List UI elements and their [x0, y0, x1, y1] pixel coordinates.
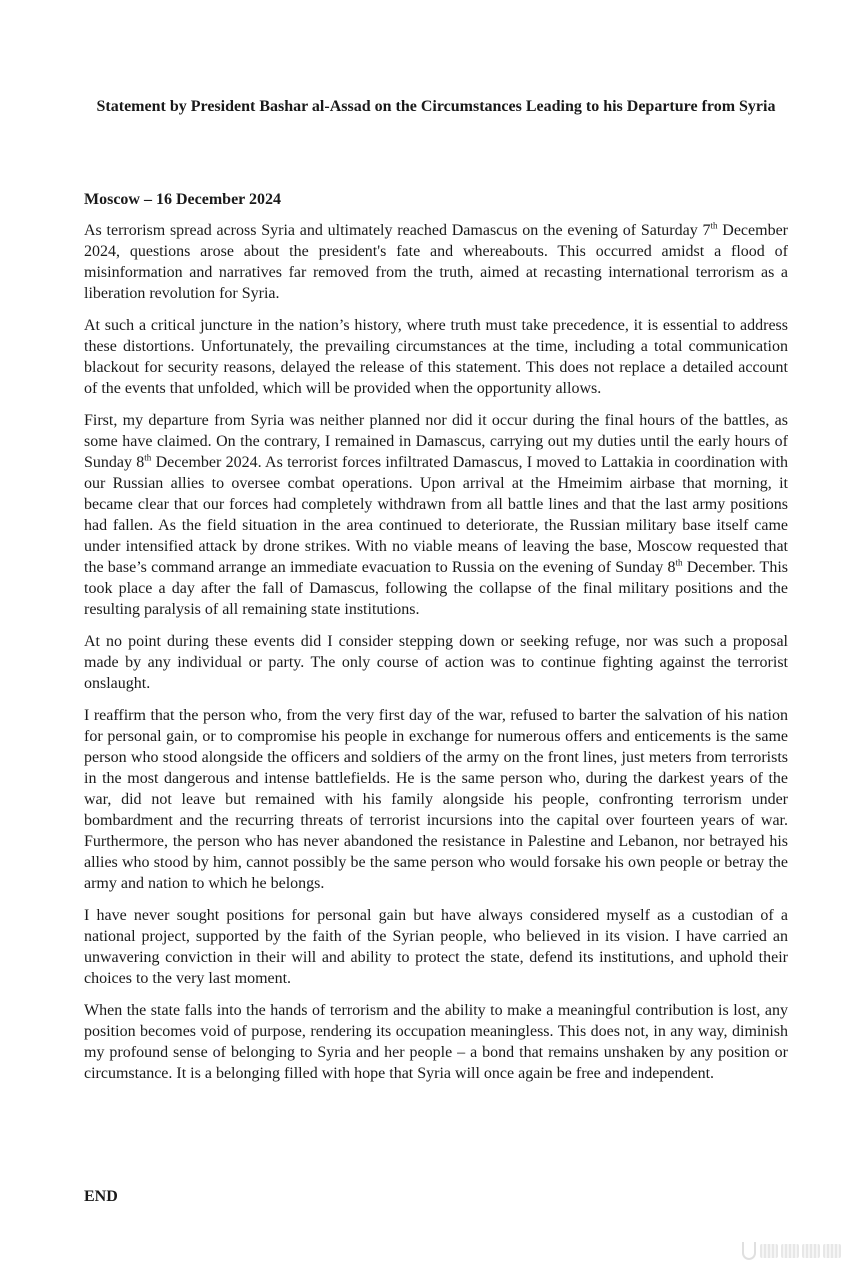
watermark-logo-icon	[742, 1242, 756, 1260]
ordinal-suffix: th	[710, 220, 718, 231]
paragraph-text: First, my departure from Syria was neither planned nor did it occur during the final hours of the battles, as some have claimed. On the contrary, I remained in Damascus, carrying out my duties until the early hours of Sunday 8	[84, 412, 788, 471]
watermark-bar	[781, 1244, 799, 1258]
body-paragraph	[84, 1000, 788, 1084]
paragraph-text: As terrorism spread across Syria and ultimately reached Damascus on the evening of Saturday 7	[84, 222, 711, 239]
watermark-bar	[802, 1244, 820, 1258]
paragraph-text: When the state falls into the hands of terrorism and the ability to make a meaningful contribution is lost, any position becomes void of purpose, rendering its occupation meaningless. This does not, in any way, diminish my profound sense of belonging to Syria and her people – a bond that remains unshaken by any position or circumstance. It is a belonging filled with hope that Syria will once again be free and independent.	[84, 1002, 788, 1082]
paragraph-text: December 2024, questions arose about the president's fate and whereabouts. This occurred amidst a flood of misinformation and narratives far removed from the truth, aimed at recasting international terrorism as a liberation revolution for Syria.	[84, 222, 789, 302]
body-paragraph	[84, 905, 788, 989]
watermark-bar	[760, 1244, 778, 1258]
dateline: Moscow – 16 December 2024	[84, 191, 281, 208]
watermark-bars	[760, 1244, 841, 1258]
ordinal-suffix: th	[144, 452, 152, 463]
body-paragraph	[84, 315, 788, 399]
body-paragraph	[84, 410, 788, 620]
body-paragraph	[84, 705, 788, 894]
paragraph-text: I reaffirm that the person who, from the very first day of the war, refused to barter the salvation of his nation for personal gain, or to compromise his people in exchange for numerous offers and enticements is the same person who stood alongside the officers and soldiers of the army on the front lines, just meters from terrorists in the most dangerous and intense battlefields. He is the same person who, during the darkest years of the war, did not leave but remained with his family alongside his people, confronting terrorism under bombardment and the recurring threats of terrorist incursions into the capital over fourteen years of war. Furthermore, the person who has never abandoned the resistance in Palestine and Lebanon, nor betrayed his allies who stood by him, cannot possibly be the same person who would forsake his own people or betray the army and nation to which he belongs.	[84, 707, 788, 892]
ordinal-suffix: th	[675, 557, 683, 568]
paragraph-text: December. This took place a day after the fall of Damascus, following the collapse of the final military positions and the resulting paralysis of all remaining state institutions.	[84, 559, 788, 618]
body-paragraph	[84, 631, 788, 694]
paragraph-text: I have never sought positions for personal gain but have always considered myself as a custodian of a national project, supported by the faith of the Syrian people, who believed in its vision. I have carried an unwavering conviction in their will and ability to protect the state, defend its institutions, and uphold their choices to the very last moment.	[84, 907, 788, 987]
paragraph-text: At such a critical juncture in the nation’s history, where truth must take precedence, it is essential to address these distortions. Unfortunately, the prevailing circumstances at the time, including a total communication blackout for security reasons, delayed the release of this statement. This does not replace a detailed account of the events that unfolded, which will be provided when the opportunity allows.	[84, 317, 788, 397]
watermark	[742, 1242, 841, 1260]
body-paragraph	[84, 220, 788, 304]
paragraph-text: At no point during these events did I consider stepping down or seeking refuge, nor was such a proposal made by any individual or party. The only course of action was to continue fighting against the terrorist onslaught.	[84, 633, 788, 692]
statement-body	[84, 220, 788, 1095]
end-mark: END	[84, 1188, 118, 1205]
watermark-bar	[823, 1244, 841, 1258]
paragraph-text: December 2024. As terrorist forces infiltrated Damascus, I moved to Lattakia in coordination with our Russian allies to oversee combat operations. Upon arrival at the Hmeimim airbase that morning, it became clear that our forces had completely withdrawn from all battle lines and that the last army positions had fallen. As the field situation in the area continued to deteriorate, the Russian military base itself came under intensified attack by drone strikes. With no viable means of leaving the base, Moscow requested that the base’s command arrange an immediate evacuation to Russia on the evening of Sunday 8	[84, 454, 789, 576]
page-title: Statement by President Bashar al-Assad on the Circumstances Leading to his Departure from Syria	[96, 98, 776, 115]
